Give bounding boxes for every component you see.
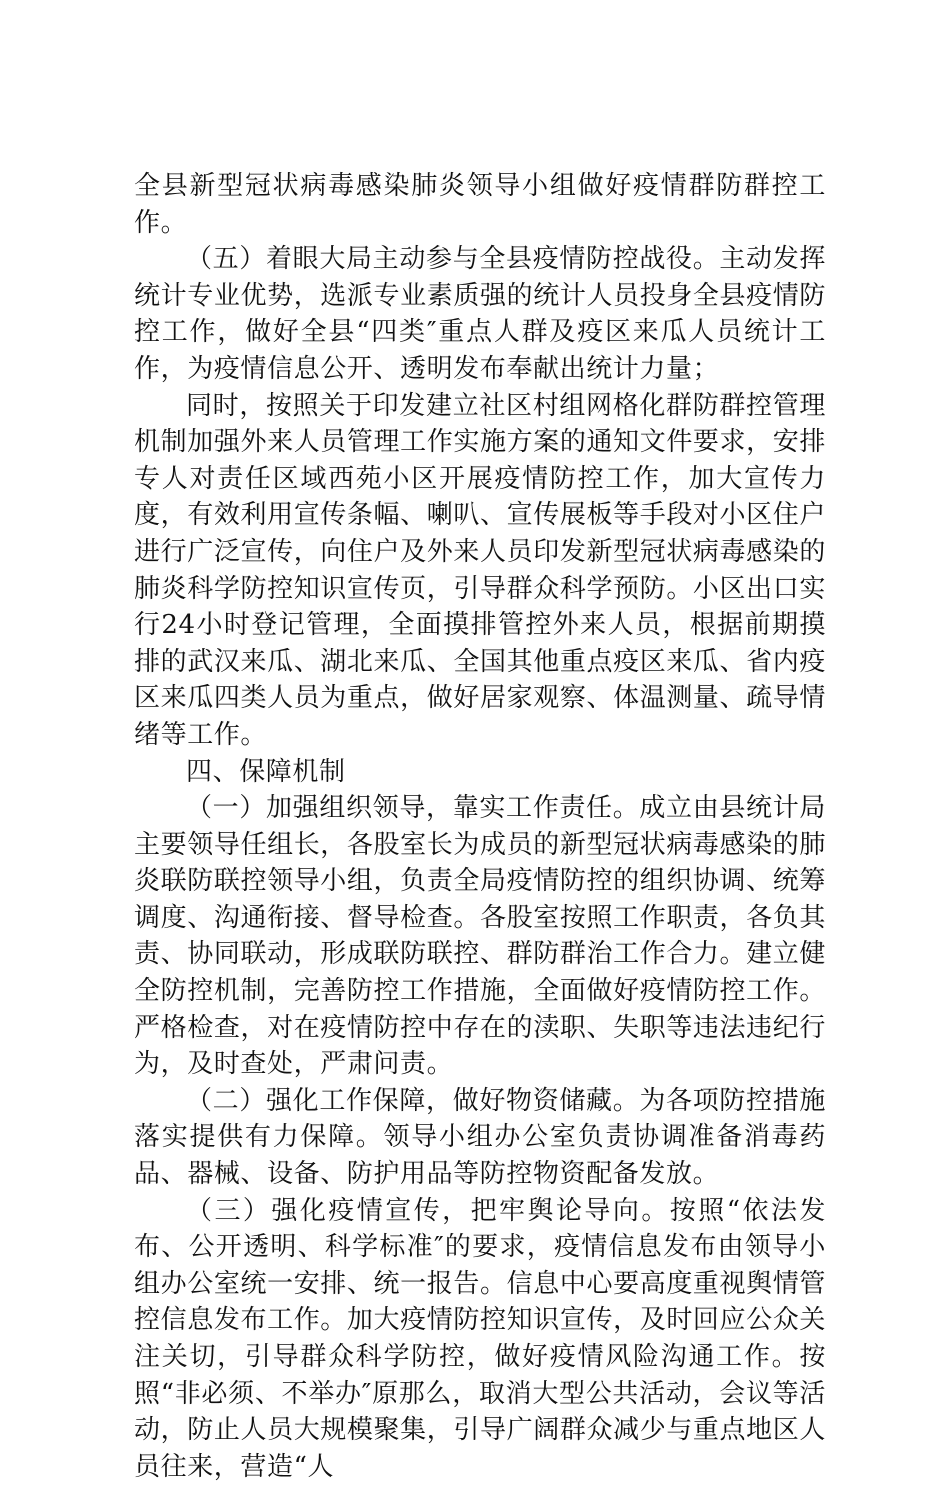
paragraph-item-1: （一）加强组织领导，靠实工作责任。成立由县统计局主要领导任组长，各股室长为成员的新型冠状病毒感染的肺炎联防联控领导小组，负责全局疫情防控的组织协调、统筹调度、沟通衔接、督导检查。各股室按照工作职责，各负其责、协同联动，形成联防联控、群防群治工作合力。建立健全防控机制，完善防控工作措施，全面做好疫情防控工作。严格检查，对在疫情防控中存在的渎职、失职等违法违纪行为，及时查处，严肃问责。 — [134, 793, 826, 1080]
paragraph-item-5: （五）着眼大局主动参与全县疫情防控战役。主动发挥统计专业优势，选派专业素质强的统计人员投身全县疫情防控工作，做好全县“四类″重点人群及疫区来瓜人员统计工作，为疫情信息公开、透明发布奉献出统计力量； — [134, 244, 826, 384]
paragraph-item-3: （三）强化疫情宣传，把牢舆论导向。按照“依法发布、公开透明、科学标准″的要求，疫情信息发布由领导小组办公室统一安排、统一报告。信息中心要高度重视舆情管控信息发布工作。加大疫情防控知识宣传，及时回应公众关注关切，引导群众科学防控，做好疫情风险沟通工作。按照“非必须、不举办″原那么，取消大型公共活动，会议等活动，防止人员大规模聚集，引导广阔群众减少与重点地区人员往来，营造“人 — [134, 1195, 826, 1482]
paragraph-continuation: 全县新型冠状病毒感染肺炎领导小组做好疫情群防群控工作。 — [134, 171, 826, 238]
section-heading-guarantee: 四、保障机制 — [186, 756, 346, 787]
document-body — [134, 168, 826, 1485]
paragraph-item-2: （二）强化工作保障，做好物资储藏。为各项防控措施落实提供有力保障。领导小组办公室负责协调准备消毒药品、器械、设备、防护用品等防控物资配备发放。 — [134, 1085, 826, 1190]
paragraph-meanwhile: 同时，按照关于印发建立社区村组网格化群防群控管理机制加强外来人员管理工作实施方案的通知文件要求，安排专人对责任区域西苑小区开展疫情防控工作，加大宣传力度，有效利用宣传条幅、喇叭、宣传展板等手段对小区住户进行广泛宣传，向住户及外来人员印发新型冠状病毒感染的肺炎科学防控知识宣传页，引导群众科学预防。小区出口实行24小时登记管理，全面摸排管控外来人员，根据前期摸排的武汉来瓜、湖北来瓜、全国其他重点疫区来瓜、省内疫区来瓜四类人员为重点，做好居家观察、体温测量、疏导情绪等工作。 — [134, 390, 826, 750]
